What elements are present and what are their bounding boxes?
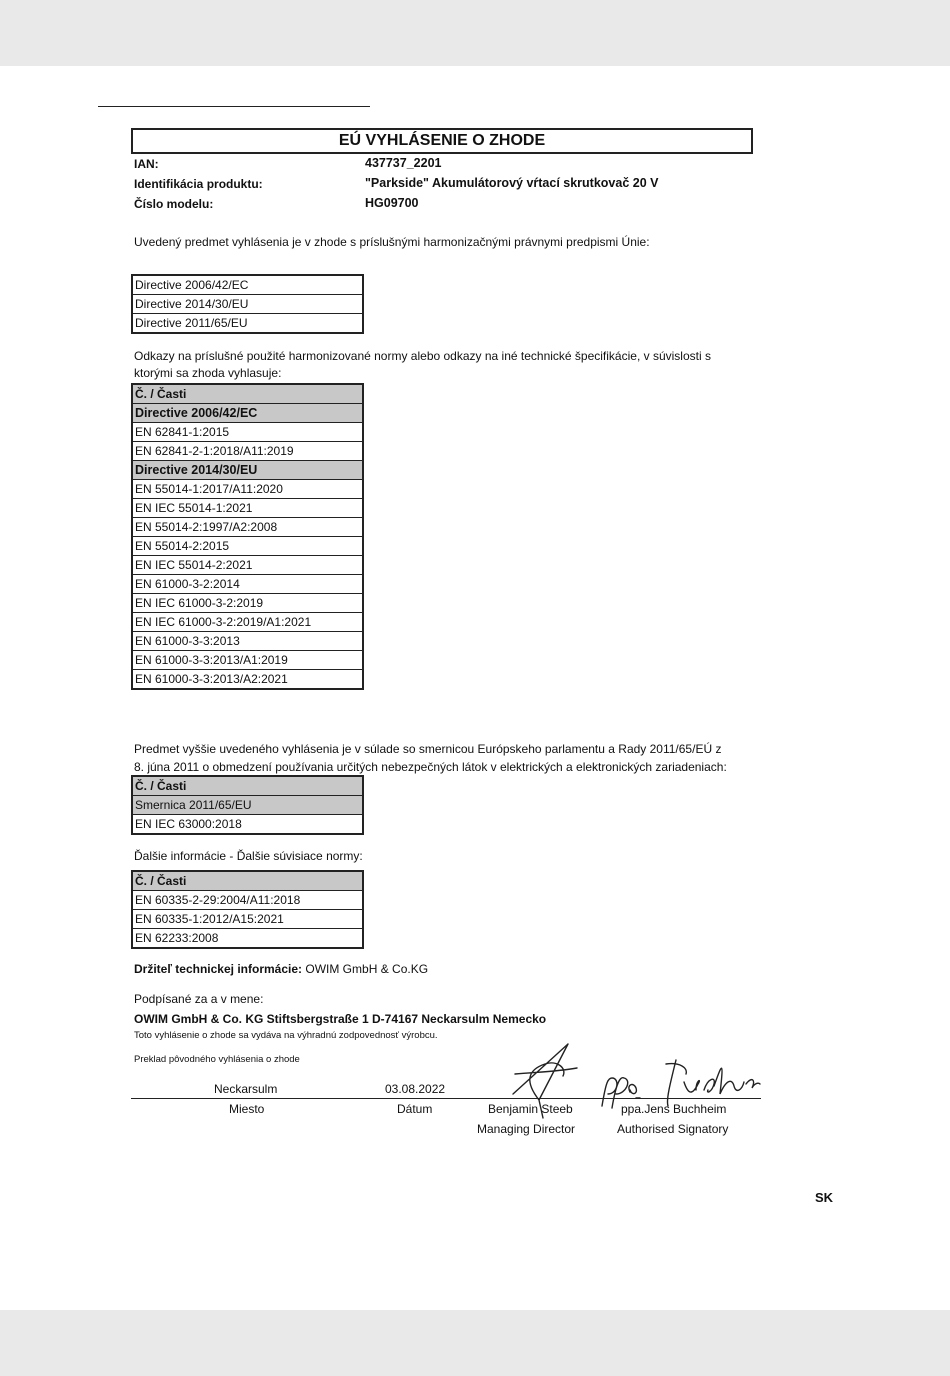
directive-cell: Directive 2011/65/EU [132, 314, 363, 334]
standard-cell: EN IEC 63000:2018 [132, 815, 363, 835]
standard-cell: EN IEC 55014-2:2021 [132, 556, 363, 575]
signatory2-name: ppa.Jens Buchheim [621, 1102, 727, 1116]
conformity-statement: Uvedený predmet vyhlásenia je v zhode s príslušnými harmonizačnými právnymi predpismi Únie: [134, 235, 650, 249]
signatory1-title: Managing Director [477, 1122, 576, 1136]
table-header: Č. / Časti [132, 871, 363, 891]
model-label: Číslo modelu: [134, 197, 214, 211]
ian-value: 437737_2201 [365, 156, 442, 170]
model-value: HG09700 [365, 196, 419, 210]
references-intro-line: Odkazy na príslušné použité harmonizované normy alebo odkazy na iné technické špecifikácie, v súvislosti s [134, 349, 711, 363]
standard-cell: EN 55014-2:2015 [132, 537, 363, 556]
rohs-table [131, 775, 364, 835]
signed-for-label: Podpísané za a v mene: [134, 992, 264, 1006]
directives-table [131, 274, 364, 334]
technical-info-value: OWIM GmbH & Co.KG [305, 962, 429, 976]
rohs-intro-line: 8. júna 2011 o obmedzení používania určitých nebezpečných látok v elektrických a elektronických zariadeniach: [134, 760, 727, 774]
top-rule [98, 106, 370, 107]
place-label: Miesto [229, 1102, 265, 1116]
directive-cell: Directive 2006/42/EC [132, 275, 363, 295]
further-info-label: Ďalšie informácie - Ďalšie súvisiace normy: [134, 849, 363, 863]
standard-cell: EN IEC 61000-3-2:2019 [132, 594, 363, 613]
rohs-intro [134, 740, 727, 776]
standard-cell: EN IEC 55014-1:2021 [132, 499, 363, 518]
references-intro-line: ktorými sa zhoda vyhlasuje: [134, 366, 282, 380]
signatory2-title: Authorised Signatory [617, 1122, 729, 1136]
table-header: Č. / Časti [132, 384, 363, 404]
rohs-intro-line: Predmet vyššie uvedeného vyhlásenia je v súlade so smernicou Európskeho parlamentu a Rady 2011/65/EÚ z [134, 742, 722, 756]
standard-cell: EN 61000-3-3:2013 [132, 632, 363, 651]
standard-cell: EN 60335-2-29:2004/A11:2018 [132, 891, 363, 910]
responsibility-note: Toto vyhlásenie o zhode sa vydáva na výhradnú zodpovednosť výrobcu. [134, 1030, 438, 1041]
place-value: Neckarsulm [214, 1082, 278, 1096]
standard-cell: EN 60335-1:2012/A15:2021 [132, 910, 363, 929]
table-header: Č. / Časti [132, 776, 363, 796]
references-intro [134, 348, 711, 382]
standard-cell: EN 55014-2:1997/A2:2008 [132, 518, 363, 537]
translation-note: Preklad pôvodného vyhlásenia o zhode [134, 1054, 300, 1065]
ian-label: IAN: [134, 157, 159, 171]
standard-cell: EN 61000-3-3:2013/A1:2019 [132, 651, 363, 670]
standard-cell: EN 61000-3-2:2014 [132, 575, 363, 594]
company-address: OWIM GmbH & Co. KG Stiftsbergstraße 1 D-74167 Neckarsulm Nemecko [134, 1012, 547, 1026]
standards-table [131, 383, 364, 690]
standard-cell: EN 55014-1:2017/A11:2020 [132, 480, 363, 499]
signature-1-graphic [505, 1042, 585, 1122]
group-header: Smernica 2011/65/EU [132, 796, 363, 815]
group-header: Directive 2014/30/EU [132, 461, 363, 480]
standard-cell: EN 62841-1:2015 [132, 423, 363, 442]
signatory1-name: Benjamin Steeb [488, 1102, 573, 1116]
date-value: 03.08.2022 [385, 1082, 446, 1096]
standard-cell: EN 61000-3-3:2013/A2:2021 [132, 670, 363, 690]
date-label: Dátum [397, 1102, 433, 1116]
product-id-label: Identifikácia produktu: [134, 177, 263, 191]
technical-info-holder [134, 962, 428, 976]
product-id-value: "Parkside" Akumulátorový vŕtací skrutkovač 20 V [365, 176, 659, 190]
standard-cell: EN 62233:2008 [132, 929, 363, 949]
standard-cell: EN 62841-2-1:2018/A11:2019 [132, 442, 363, 461]
technical-info-label: Držiteľ technickej informácie: [134, 962, 303, 976]
standard-cell: EN IEC 61000-3-2:2019/A1:2021 [132, 613, 363, 632]
document-title: EÚ VYHLÁSENIE O ZHODE [131, 128, 753, 154]
signature-2-graphic [596, 1054, 766, 1124]
group-header: Directive 2006/42/EC [132, 404, 363, 423]
language-code: SK [815, 1190, 834, 1205]
directive-cell: Directive 2014/30/EU [132, 295, 363, 314]
document-page [0, 66, 950, 1310]
further-standards-table [131, 870, 364, 949]
